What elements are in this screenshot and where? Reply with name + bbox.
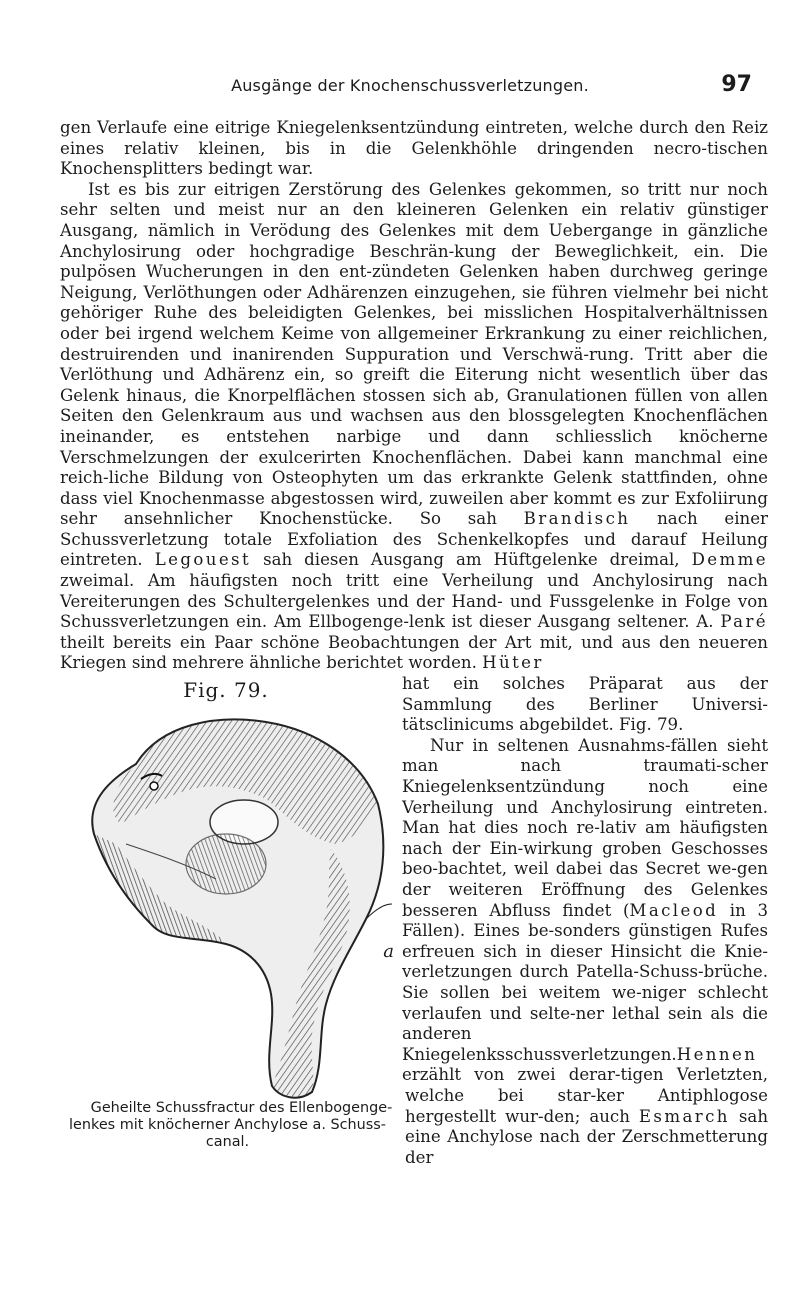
- page-header: [60, 72, 760, 102]
- text-span: sah eine Anchylose nach der Zerschmetterung der: [405, 1106, 769, 1167]
- author-name: Esmarch: [638, 1106, 730, 1126]
- figure-label: Fig. 79.: [183, 678, 269, 703]
- figure-caption: Geheilte Schussfractur des Ellenbogenge-lenkes mit knöcherner Anchylose a. Schuss-canal.: [69, 1100, 393, 1151]
- author-name: Legouest: [154, 550, 252, 570]
- author-name: Brandisch: [523, 509, 631, 529]
- elbow-bone-illustration: [66, 704, 392, 1104]
- text-span: nach einer Schussverletzung totale Exfoliation des Schenkelkopfes und darauf Heilung eintreten.: [60, 509, 768, 570]
- text-span: hat ein solches Präparat aus der Sammlung des Berliner Universi-tätsclinicums abgebildet. Fig. 79.: [402, 674, 768, 735]
- text-span: Nur in seltenen Ausnahms-fällen sieht man nach traumati-scher Kniegelenksentzündung noch eine Verheilung und Anchylosirung eintreten. Man hat dies noch re-lativ am häufigsten nach der Ein-wirkung groben Geschosses beo-bachtet, weil dabei das Secret we-gen der weiteren Eröffnung des Gelenkes besseren Abfluss findet (: [402, 735, 768, 920]
- author-name: Macleod: [629, 900, 719, 920]
- text-span: erzählt von zwei derar-tigen Verletzten, welche bei star-ker Antiphlogose hergestellt wur-den; auch: [402, 1065, 768, 1126]
- author-name: Paré: [720, 612, 768, 632]
- author-name: Hennen: [676, 1044, 758, 1064]
- text-span: zweimal. Am häufigsten noch tritt eine Verheilung und Anchylosirung nach Vereiterungen des Schultergelenkes und der Hand- und Fussgelenke in Folge von Schussverletzungen ein. Am Ellbogenge-lenk ist dieser Ausgang seltener. A.: [60, 571, 768, 632]
- author-name: Hüter: [482, 653, 544, 673]
- running-title: Ausgänge der Knochenschussverletzungen.: [231, 76, 589, 95]
- paragraph-2: [60, 180, 768, 674]
- text-span: Ist es bis zur eitrigen Zerstörung des Gelenkes gekommen, so tritt nur noch sehr selten und meist nur an den kleineren Gelenken ein relativ günstiger Ausgang, nämlich in Verödung des Gelenkes mit dem Uebergange in gänzliche Anchylosirung oder hochgradige Beschrän-kung der Beweglichkeit, ein. Die pulpösen Wucherungen in den ent-zündeten Gelenken haben durchweg geringe Neigung, Verlöthungen oder Adhärenzen einzugehen, sie führen vielmehr bei nicht gehöriger Ruhe des beleidigten Gelenkes, bei misslichen Hospitalverhältnissen oder bei irgend welchem Keime von allgemeiner Erkrankung zu einer reichlichen, destruirenden und inanirenden Suppuration und Verschwä-rung. Tritt aber die Verlöthung und Adhärenz ein, so greift die Eiterung nicht wesentlich über das Gelenk hinaus, die Knorpelflächen stossen sich ab, Granulationen füllen von allen Seiten den Gelenkraum aus und wachsen aus den blossgelegten Knochenflächen ineinander, es entstehen narbige und dann schliesslich knöcherne Verschmelzungen der exulcerirten Knochenflächen. Dabei kann manchmal eine reich-liche Bildung von Osteophyten um das erkrankte Gelenk stattfinden, ohne dass viel Knochenmasse abgestossen wird, zuweilen aber kommt es zur Exfoliirung sehr ansehnlicher Knochenstücke. So sah: [60, 179, 768, 529]
- text-span: sah diesen Ausgang am Hüftgelenke dreimal,: [263, 550, 680, 570]
- text-span: in 3 Fällen). Eines be-sonders günstigen Rufes erfreuen sich in dieser Hinsicht die Knie-verletzungen durch Patella-Schuss-brüche. Sie sollen bei weitem we-niger schlecht verlaufen und selte-ner lethal sein als die anderen Kniegelenksschussverletzungen.: [402, 900, 768, 1064]
- page-number: 97: [721, 72, 752, 97]
- author-name: Demme: [691, 550, 769, 570]
- body-text: [60, 118, 768, 1168]
- figure-79: [60, 680, 392, 1098]
- text-span: theilt bereits ein Paar schöne Beobachtungen der Art mit, und aus den neueren Kriegen sind mehrere ähnliche berichtet worden.: [60, 632, 768, 673]
- figure-marker-a: a: [383, 941, 394, 963]
- paragraph-1: gen Verlaufe eine eitrige Kniegelenksentzündung eintreten, welche durch den Reiz eines relativ kleinen, bis in die Gelenkhöhle dringenden necro-tischen Knochensplitters bedingt war.: [60, 118, 768, 179]
